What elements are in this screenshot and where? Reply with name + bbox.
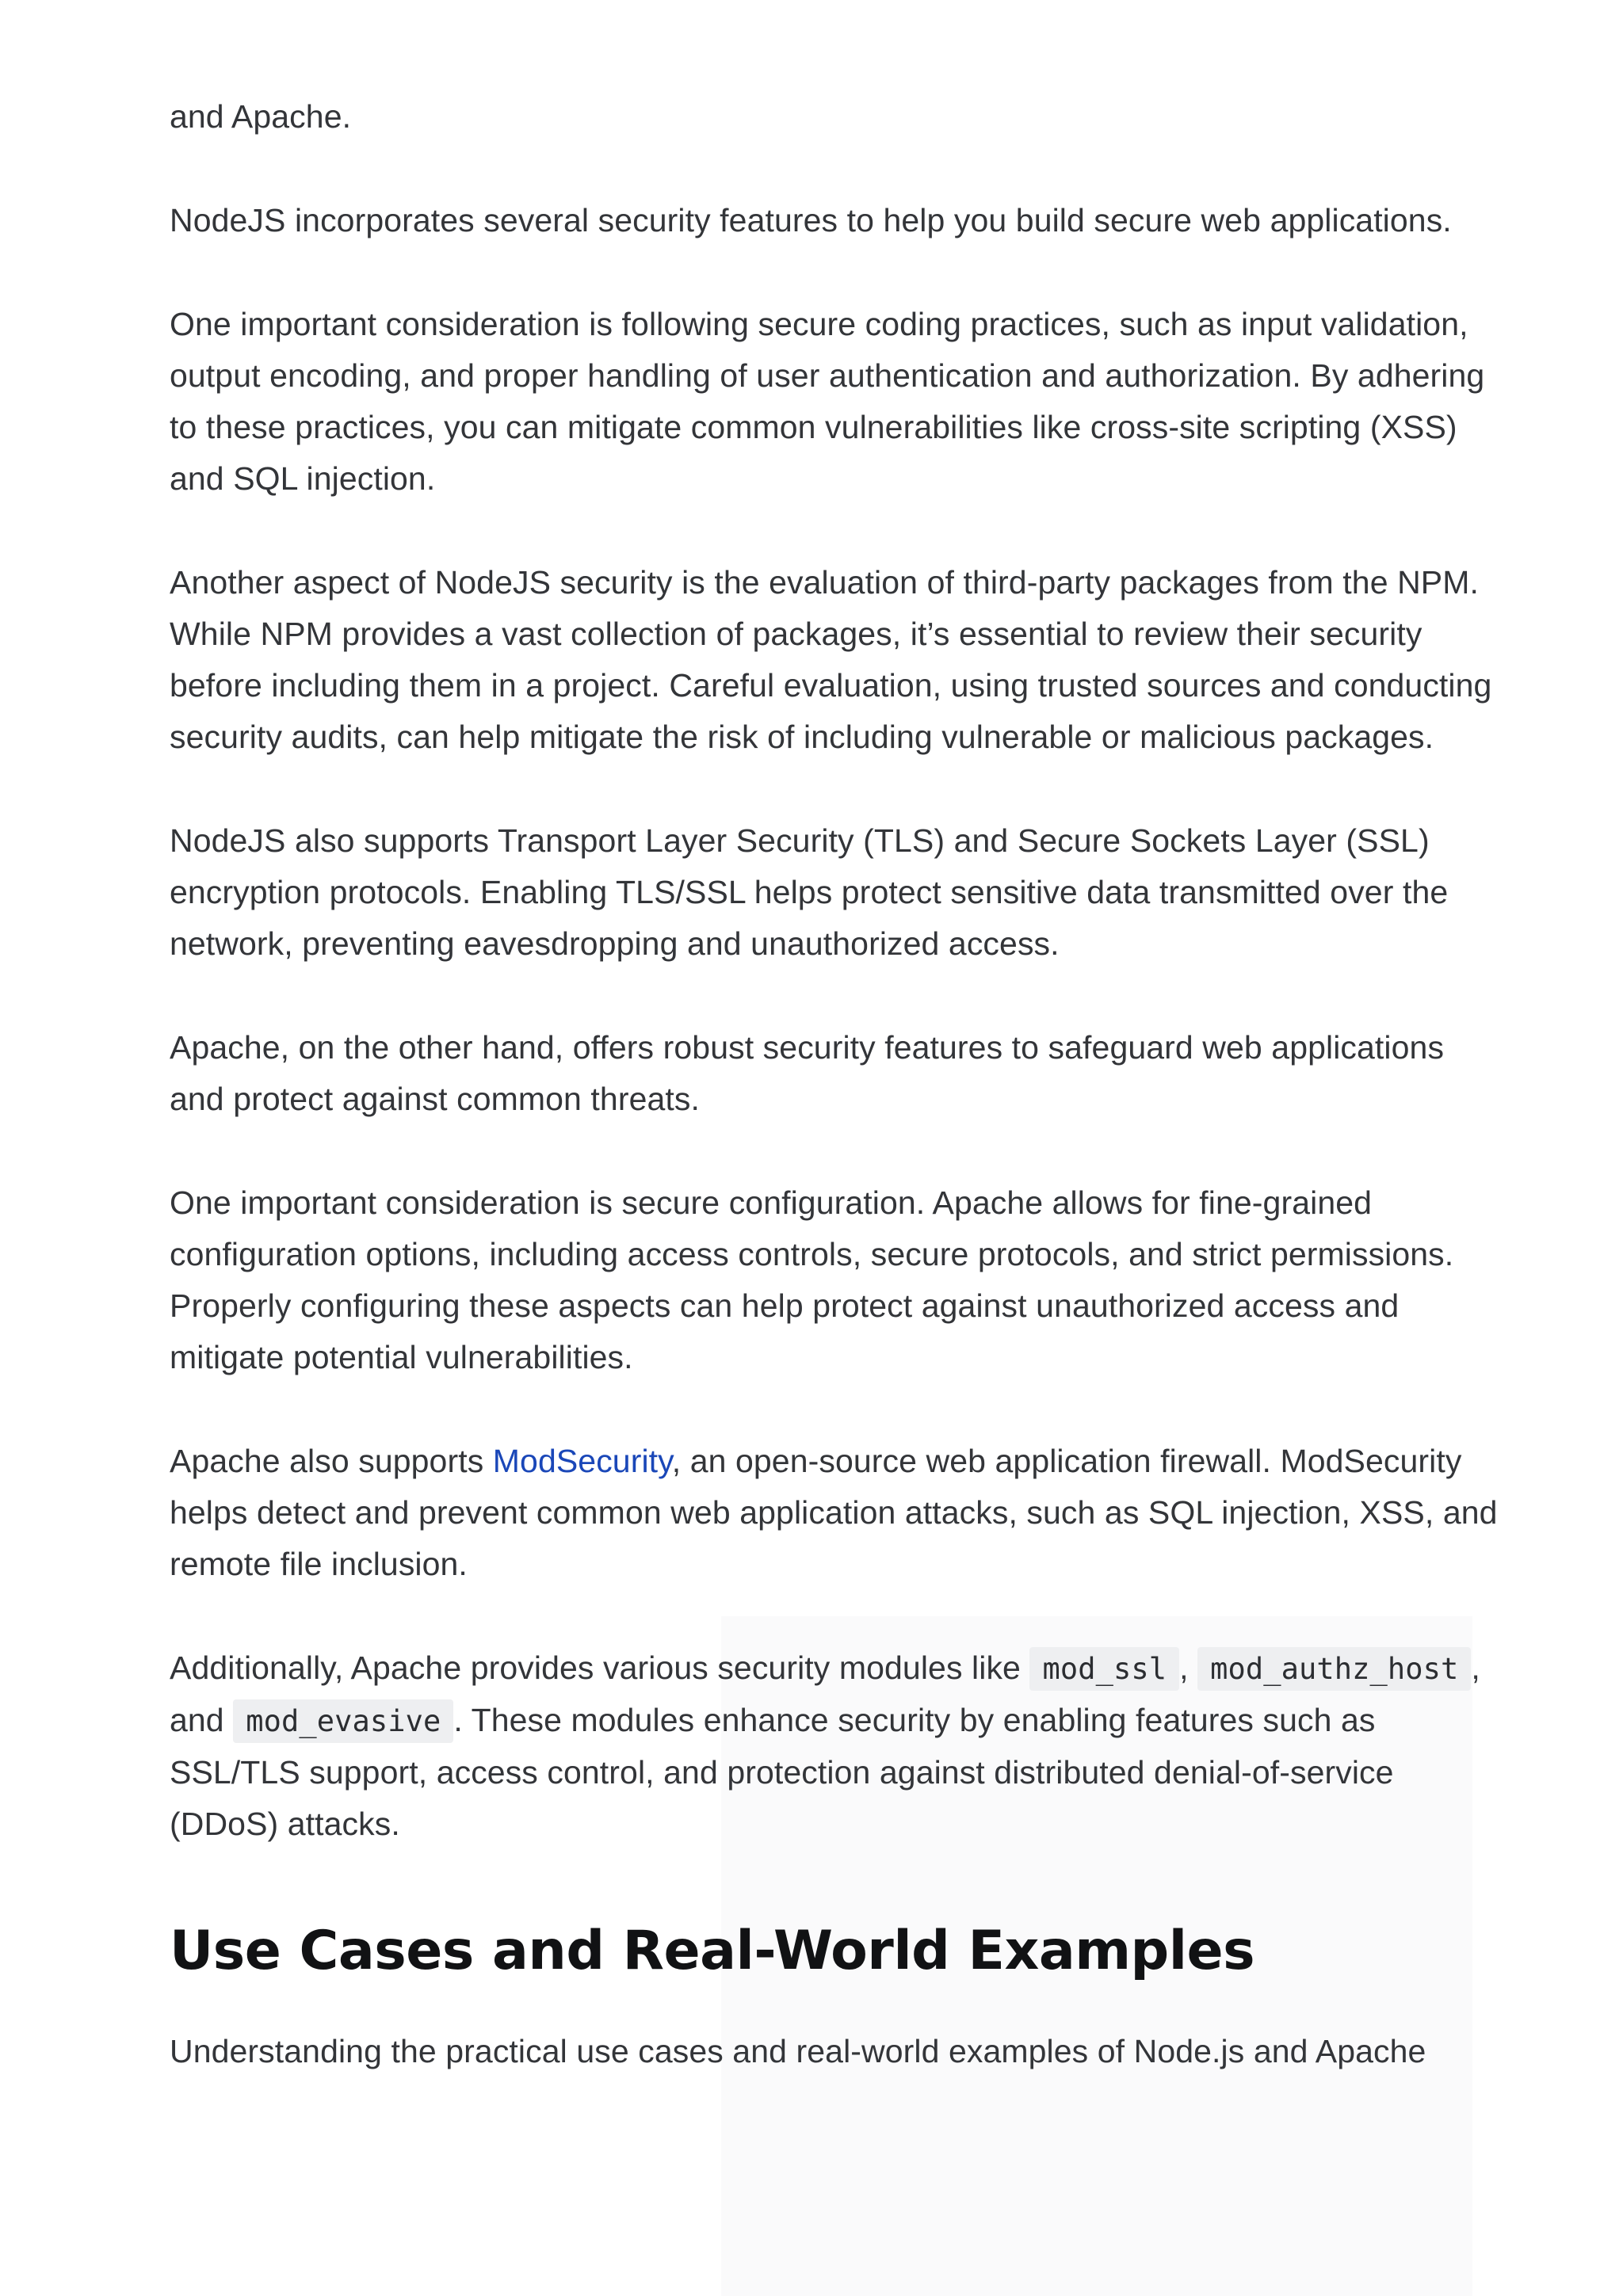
modules-text-intro: Additionally, Apache provides various security modules like xyxy=(170,1650,1030,1686)
paragraph-security-modules xyxy=(170,1642,1501,1850)
article-body xyxy=(170,0,1501,2077)
paragraph-tls-ssl: NodeJS also supports Transport Layer Security (TLS) and Secure Sockets Layer (SSL) encryption protocols. Enabling TLS/SSL helps protect sensitive data transmitted over the network, preventing eavesdropping and unauthorized access. xyxy=(170,822,1449,962)
paragraph-and-apache: and Apache. xyxy=(170,98,352,135)
modules-text-sep2: , and xyxy=(170,1650,1480,1738)
paragraph-modsecurity xyxy=(170,1436,1501,1590)
paragraph-secure-coding: One important consideration is following secure coding practices, such as input validation, output encoding, and proper handling of user authentication and authorization. By adhering to these practices, you can mitigate common vulnerabilities like cross-site scripting (XSS) and SQL injection. xyxy=(170,306,1485,497)
paragraph-npm-packages: Another aspect of NodeJS security is the evaluation of third-party packages from the NPM. While NPM provides a vast collection of packages, it’s essential to review their security before including them in a project. Careful evaluation, using trusted sources and conducting security audits, can help mitigate the risk of including vulnerable or malicious packages. xyxy=(170,564,1492,755)
code-mod-ssl: mod_ssl xyxy=(1029,1647,1179,1691)
modsecurity-text-before: Apache also supports xyxy=(170,1443,493,1479)
code-mod-evasive: mod_evasive xyxy=(233,1699,453,1743)
paragraph-use-cases-intro: Understanding the practical use cases and real-world examples of Node.js and Apache xyxy=(170,2033,1426,2069)
paragraph-nodejs-security-intro: NodeJS incorporates several security features to help you build secure web applications. xyxy=(170,202,1452,238)
code-mod-authz-host: mod_authz_host xyxy=(1197,1647,1471,1691)
modules-text-outro: . These modules enhance security by enabling features such as SSL/TLS support, access control, and protection against distributed denial-of-service (DDoS) attacks. xyxy=(170,1702,1394,1842)
paragraph-secure-configuration: One important consideration is secure configuration. Apache allows for fine-grained configuration options, including access controls, secure protocols, and strict permissions. Properly configuring these aspects can help protect against unauthorized access and mitigate potential vulnerabilities. xyxy=(170,1184,1454,1375)
modsecurity-text-after: , an open-source web application firewall. ModSecurity helps detect and prevent common web application attacks, such as SQL injection, XSS, and remote file inclusion. xyxy=(170,1443,1498,1582)
section-heading-use-cases: Use Cases and Real-World Examples xyxy=(170,1920,1255,1982)
modules-text-sep1: , xyxy=(1179,1650,1198,1686)
paragraph-apache-security-intro: Apache, on the other hand, offers robust security features to safeguard web applications and protect against common threats. xyxy=(170,1029,1445,1117)
modsecurity-link[interactable]: ModSecurity xyxy=(492,1443,672,1479)
